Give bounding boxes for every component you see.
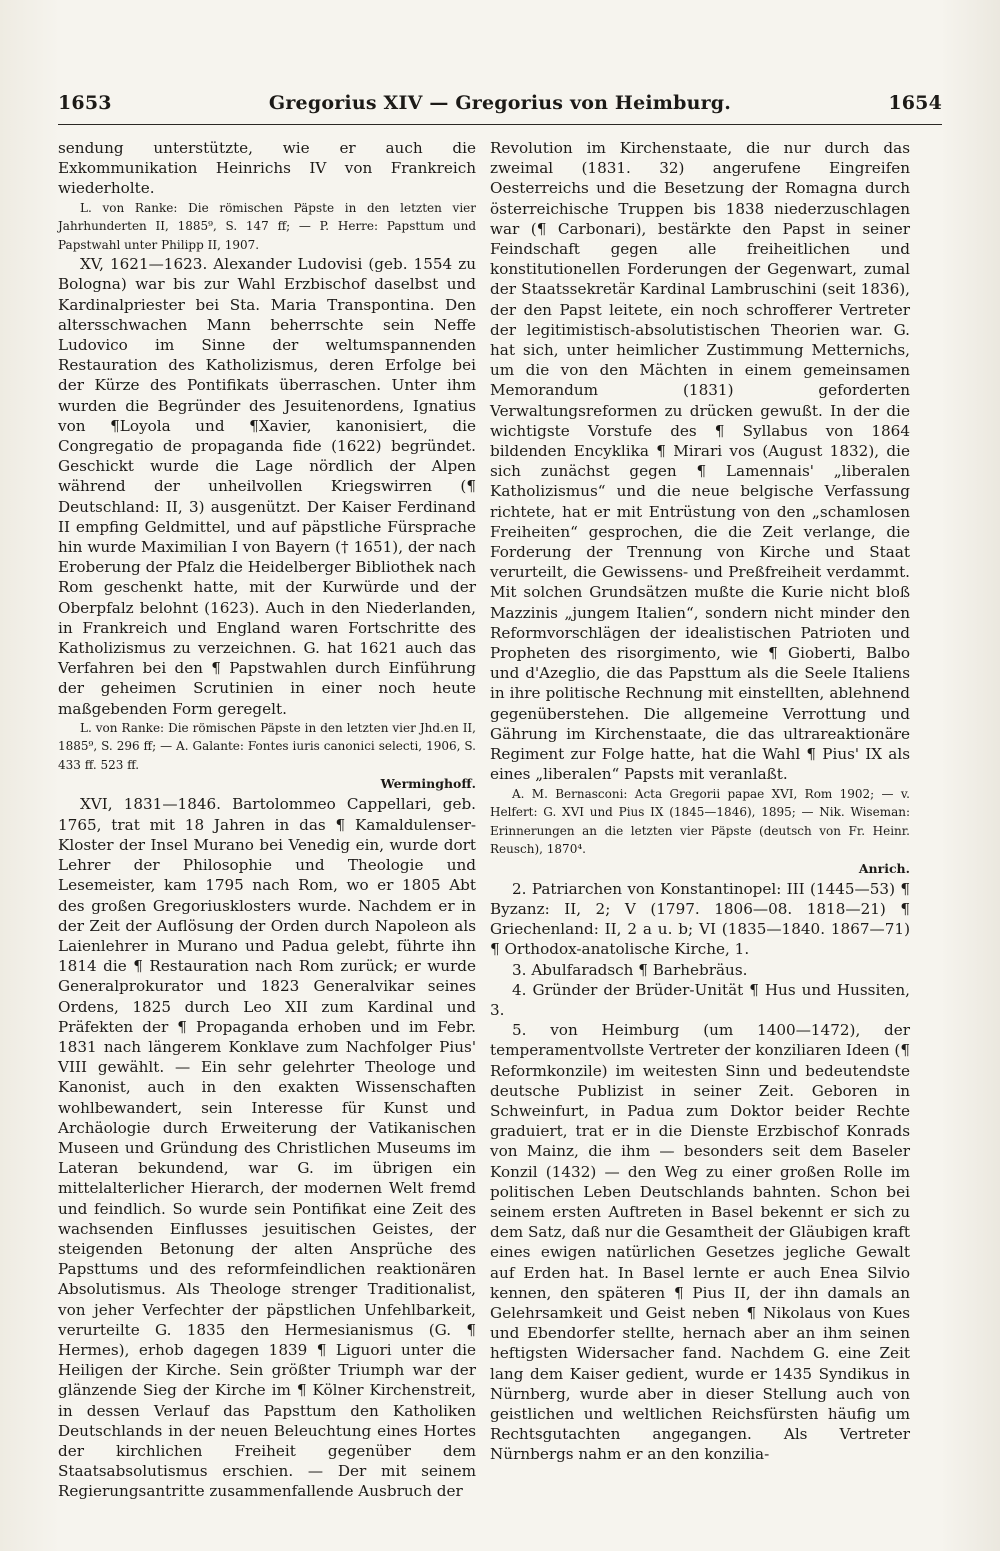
article-author: Werminghoff. [380,776,476,792]
page-number-left: 1653 [58,92,112,114]
right-column [490,138,910,1465]
page-title: Gregorius XIV — Gregorius von Heimburg. [268,92,732,114]
numbered-entry: 3. Abulfaradsch ¶ Barhebräus. [512,960,748,979]
bibliography-reference: L. von Ranke: Die römischen Päpste in den letzten vier Jhd.en II, 1885⁹, S. 296 ff; — A. Galante: Fontes iuris canonici selecti, 1906, S. 433 ff. 523 ff. [58,720,476,772]
paragraph: Revolution im Kirchenstaate, die nur durch das zweimal (1831. 32) angerufene Eingreifen Oesterreichs und die Besetzung der Romagna durch österreichische Truppen bis 1838 niederzuschlagen war (¶ Carbonari), bestärkte den Papst in seiner Feindschaft gegen alle freiheitlichen und konstitutionellen Forderungen der Gegenwart, zumal der Staatssekretär Kardinal Lambruschini (seit 1836), der den Papst leitete, ein noch schrofferer Vertreter der legitimistisch-absolutistischen Theorien war. G. hat sich, unter heimlicher Zustimmung Metternichs, um die von den Mächten in einem gemeinsamen Memorandum (1831) geforderten Verwaltungsreformen zu drücken gewußt. In der die wichtigste Vorstufe des ¶ Syllabus von 1864 bildenden Encyklika ¶ Mirari vos (August 1832), die sich zunächst gegen ¶ Lamennais' „liberalen Katholizismus“ und die neue belgische Verfassung richtete, hat er mit Entrüstung von den „schamlosen Freiheiten“ gesprochen, die die Zeit verlange, die Forderung der Trennung von Kirche und Staat verurteilt, die Gewissens- und Preßfreiheit verdammt. Mit solchen Grundsätzen mußte die Kurie nicht bloß Mazzinis „jungem Italien“, sondern nicht minder den Reformvorschlägen der idealistischen Patrioten und Propheten des risorgimento, wie ¶ Gioberti, Balbo und d'Azeglio, die das Papsttum als die Seele Italiens in ihre politische Rechnung mit einstellten, ablehnend gegenüberstehen. Die allgemeine Verrottung und Gährung im Kirchenstaate, die das ultrareaktionäre Regiment zur Folge hatte, hat die Wahl ¶ Pius' IX als eines „liberalen“ Papsts mit veranlaßt. [490,139,910,784]
running-head [58,92,942,122]
numbered-entry: 5. von Heimburg (um 1400—1472), der temperamentvollste Vertreter der konziliaren Ideen (¶ Reformkonzile) im weitesten Sinn und bedeutendste deutsche Publizist in seiner Zeit. Geboren in Schweinfurt, in Padua zum Doktor beider Rechte graduiert, trat er in die Dienste Erzbischof Konrads von Mainz, die ihm — besonders seit dem Baseler Konzil (1432) — den Weg zu einer großen Rolle im politischen Leben Deutschlands bahnten. Schon bei seinem ersten Auftreten in Basel bekennt er sich zu dem Satz, daß nur die Gesamtheit der Gläubigen kraft eines ewigen natürlichen Gesetzes jegliche Gewalt auf Erden hat. In Basel lernte er auch Enea Silvio kennen, den späteren ¶ Pius II, der ihn damals an Gelehrsamkeit und Geist neben ¶ Nikolaus von Kues und Ebendorfer stellte, hernach aber an ihm seinen heftigsten Widersacher fand. Nachdem G. eine Zeit lang dem Kaiser gedient, wurde er 1435 Syndikus in Nürnberg, wurde aber in dieser Stellung auch von geistlichen und weltlichen Reichsfürsten häufig um Rechtsgutachten angegangen. Als Vertreter Nürnbergs nahm er an den konzilia- [490,1021,910,1464]
paragraph: XV, 1621—1623. Alexander Ludovisi (geb. 1554 zu Bologna) war bis zur Wahl Erzbischof daselbst und Kardinalpriester bei Sta. Maria Transpontina. Den altersschwachen Mann beherrschte sein Neffe Ludovico im Sinne der weltumspannenden Restauration des Katholizismus, deren Erfolge bei der Kürze des Pontifikats überraschen. Unter ihm wurden die Begründer des Jesuitenordens, Ignatius von ¶Loyola und ¶Xavier, kanonisiert, die Congregatio de propaganda fide (1622) begründet. Geschickt wurde die Lage nördlich der Alpen während der unheilvollen Kriegswirren (¶ Deutschland: II, 3) ausgenützt. Der Kaiser Ferdinand II empfing Geldmittel, und auf päpstliche Fürsprache hin wurde Maximilian I von Bayern († 1651), der nach Eroberung der Pfalz die Heidelberger Bibliothek nach Rom geschenkt hatte, mit der Kurwürde und der Oberpfalz belohnt (1623). Auch in den Niederlanden, in Frankreich und England waren Fortschritte des Katholizismus zu verzeichnen. G. hat 1621 auch das Verfahren bei den ¶ Papstwahlen durch Einführung der geheimen Scrutinien in einer noch heute maßgebenden Form geregelt. [58,255,476,718]
article-author: Anrich. [858,860,910,876]
page-number-right: 1654 [888,92,942,114]
header-rule [58,124,942,125]
paragraph: XVI, 1831—1846. Bartolommeo Cappellari, geb. 1765, trat mit 18 Jahren in das ¶ Kamaldulenser-Kloster der Insel Murano bei Venedig ein, wurde dort Lehrer der Philosophie und Theologie und Lesemeister, kam 1795 nach Rom, wo er 1805 Abt des großen Gregoriusklosters wurde. Nachdem er in der Zeit der Auflösung der Orden durch Napoleon als Laienlehrer in Murano und Padua gelebt, führte ihn 1814 die ¶ Restauration nach Rom zurück; er wurde Generalprokurator und 1823 Generalvikar seines Ordens, 1825 durch Leo XII zum Kardinal und Präfekten der ¶ Propaganda erhoben und im Febr. 1831 nach längerem Konklave zum Nachfolger Pius' VIII gewählt. — Ein sehr gelehrter Theologe und Kanonist, auch in den exakten Wissenschaften wohlbewandert, sein Interesse für Kunst und Archäologie durch Erweiterung der Vatikanischen Museen und Gründung des Christlichen Museums im Lateran bekundend, war G. im übrigen ein mittelalterlicher Hierarch, der modernen Welt fremd und feindlich. So wurde sein Pontifikat eine Zeit des wachsenden Einflusses jesuitischen Geistes, der steigenden Betonung der alten Ansprüche des Papsttums und des reformfeindlichen reaktionären Absolutismus. Als Theologe strenger Traditionalist, von jeher Verfechter der päpstlichen Unfehlbarkeit, verurteilte G. 1835 den Hermesianismus (G. ¶ Hermes), erhob dagegen 1839 ¶ Liguori unter die Heiligen der Kirche. Sein größter Triumph war der glänzende Sieg der Kirche im ¶ Kölner Kirchenstreit, in dessen Verlauf das Papsttum den Katholiken Deutschlands in der neuen Beleuchtung eines Hortes der kirchlichen Freiheit gegenüber dem Staatsabsolutismus erschien. — Der mit seinem Regierungsantritte zusammenfallende Ausbruch der [58,795,476,1501]
numbered-entry: 4. Gründer der Brüder-Unität ¶ Hus und Hussiten, 3. [490,980,910,1019]
numbered-entry: 2. Patriarchen von Konstantinopel: III (1445—53) ¶ Byzanz: II, 2; V (1797. 1806—08. 1818—21) ¶ Griechenland: II, 2 a u. b; VI (1835—1840. 1867—71) ¶ Orthodox-anatolische Kirche, 1. [490,879,910,959]
left-column [58,138,476,1502]
bibliography-reference: L. von Ranke: Die römischen Päpste in den letzten vier Jahrhunderten II, 1885⁹, S. 147 ff; — P. Herre: Papsttum und Papstwahl unter Philipp II, 1907. [58,200,476,252]
paragraph: sendung unterstützte, wie er auch die Exkommunikation Heinrichs IV von Frankreich wiederholte. [58,139,476,198]
bibliography-reference: A. M. Bernasconi: Acta Gregorii papae XVI, Rom 1902; — v. Helfert: G. XVI und Pius IX (1845—1846), 1895; — Nik. Wiseman: Erinnerungen an die letzten vier Päpste (deutsch von Fr. Heinr. Reusch), 1870⁴. [490,786,910,856]
